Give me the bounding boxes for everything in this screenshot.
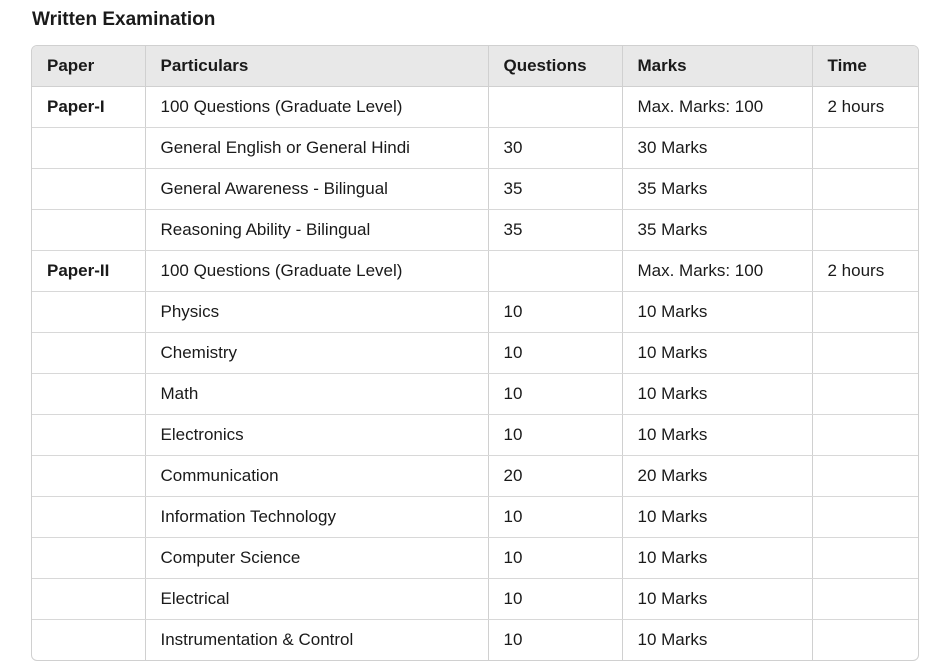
cell-particulars: 100 Questions (Graduate Level) <box>145 86 488 127</box>
header-particulars: Particulars <box>145 46 488 86</box>
cell-questions: 20 <box>488 455 622 496</box>
cell-paper <box>32 537 145 578</box>
table-row <box>32 168 919 209</box>
table-body <box>32 86 919 660</box>
table-row <box>32 619 919 660</box>
cell-particulars: Reasoning Ability - Bilingual <box>145 209 488 250</box>
cell-particulars: Information Technology <box>145 496 488 537</box>
cell-particulars: Electrical <box>145 578 488 619</box>
cell-paper: Paper-I <box>32 86 145 127</box>
cell-marks: 10 Marks <box>622 414 812 455</box>
cell-particulars: Physics <box>145 291 488 332</box>
cell-paper <box>32 578 145 619</box>
cell-questions: 35 <box>488 209 622 250</box>
table-row <box>32 86 919 127</box>
cell-time <box>812 373 919 414</box>
cell-paper <box>32 373 145 414</box>
header-row <box>32 46 919 86</box>
cell-marks: 30 Marks <box>622 127 812 168</box>
table-row <box>32 291 919 332</box>
cell-paper: Paper-II <box>32 250 145 291</box>
cell-paper <box>32 168 145 209</box>
cell-time <box>812 209 919 250</box>
table-row <box>32 455 919 496</box>
cell-particulars: Instrumentation & Control <box>145 619 488 660</box>
cell-marks: 10 Marks <box>622 496 812 537</box>
header-marks: Marks <box>622 46 812 86</box>
cell-time <box>812 537 919 578</box>
cell-time <box>812 127 919 168</box>
cell-time <box>812 168 919 209</box>
cell-paper <box>32 209 145 250</box>
cell-time <box>812 619 919 660</box>
cell-questions: 10 <box>488 578 622 619</box>
cell-marks: 20 Marks <box>622 455 812 496</box>
cell-paper <box>32 291 145 332</box>
section-heading: Written Examination <box>32 9 216 30</box>
cell-time <box>812 496 919 537</box>
cell-questions: 10 <box>488 537 622 578</box>
cell-paper <box>32 496 145 537</box>
cell-questions: 10 <box>488 332 622 373</box>
cell-time <box>812 414 919 455</box>
header-paper: Paper <box>32 46 145 86</box>
cell-questions <box>488 86 622 127</box>
cell-time <box>812 578 919 619</box>
cell-particulars: 100 Questions (Graduate Level) <box>145 250 488 291</box>
cell-questions <box>488 250 622 291</box>
cell-paper <box>32 455 145 496</box>
cell-questions: 10 <box>488 373 622 414</box>
cell-questions: 35 <box>488 168 622 209</box>
cell-questions: 10 <box>488 619 622 660</box>
cell-marks: 10 Marks <box>622 332 812 373</box>
cell-paper <box>32 619 145 660</box>
table-row <box>32 373 919 414</box>
cell-particulars: Electronics <box>145 414 488 455</box>
cell-time <box>812 291 919 332</box>
cell-time <box>812 455 919 496</box>
table-row <box>32 496 919 537</box>
cell-particulars: Communication <box>145 455 488 496</box>
table-row <box>32 414 919 455</box>
cell-marks: 10 Marks <box>622 373 812 414</box>
header-time: Time <box>812 46 919 86</box>
cell-time: 2 hours <box>812 250 919 291</box>
cell-paper <box>32 414 145 455</box>
cell-marks: Max. Marks: 100 <box>622 250 812 291</box>
cell-marks: 10 Marks <box>622 619 812 660</box>
cell-marks: 35 Marks <box>622 168 812 209</box>
table-row <box>32 332 919 373</box>
cell-marks: 35 Marks <box>622 209 812 250</box>
cell-marks: 10 Marks <box>622 291 812 332</box>
cell-particulars: Chemistry <box>145 332 488 373</box>
table-row <box>32 537 919 578</box>
cell-marks: 10 Marks <box>622 578 812 619</box>
cell-paper <box>32 332 145 373</box>
cell-particulars: General English or General Hindi <box>145 127 488 168</box>
cell-particulars: Computer Science <box>145 537 488 578</box>
cell-questions: 10 <box>488 496 622 537</box>
cell-particulars: General Awareness - Bilingual <box>145 168 488 209</box>
exam-table <box>32 46 919 660</box>
table-row <box>32 578 919 619</box>
table-row <box>32 127 919 168</box>
cell-time <box>812 332 919 373</box>
cell-marks: Max. Marks: 100 <box>622 86 812 127</box>
table-row <box>32 209 919 250</box>
cell-particulars: Math <box>145 373 488 414</box>
cell-questions: 30 <box>488 127 622 168</box>
cell-questions: 10 <box>488 291 622 332</box>
header-questions: Questions <box>488 46 622 86</box>
cell-marks: 10 Marks <box>622 537 812 578</box>
table-header <box>32 46 919 86</box>
cell-time: 2 hours <box>812 86 919 127</box>
cell-paper <box>32 127 145 168</box>
table-row <box>32 250 919 291</box>
cell-questions: 10 <box>488 414 622 455</box>
exam-table-container <box>31 45 919 661</box>
